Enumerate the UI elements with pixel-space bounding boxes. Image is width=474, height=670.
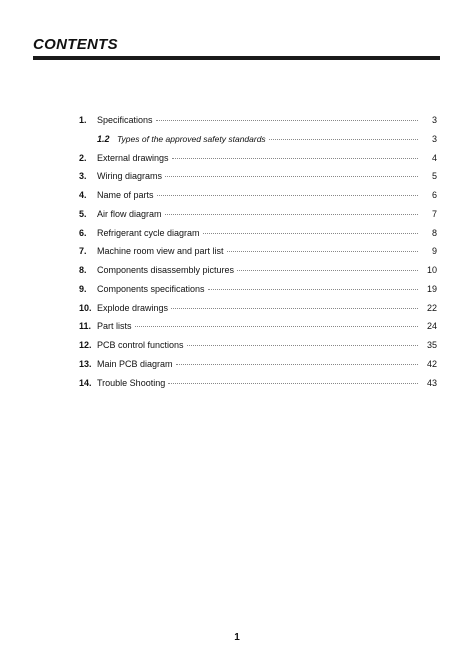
toc-entry[interactable] bbox=[79, 340, 437, 359]
toc-entry-number: 6. bbox=[79, 227, 87, 238]
toc-entry-page: 3 bbox=[431, 133, 437, 144]
toc-entry[interactable] bbox=[79, 303, 437, 322]
dot-leader bbox=[157, 195, 418, 196]
toc-entry-title[interactable]: Air flow diagram bbox=[97, 208, 162, 219]
toc-entry-number: 8. bbox=[79, 265, 87, 275]
toc-entry-number: 7. bbox=[79, 246, 87, 257]
page-title: CONTENTS bbox=[33, 36, 118, 53]
toc-entry-number: 2. bbox=[79, 152, 87, 163]
toc-entry[interactable] bbox=[79, 171, 437, 190]
dot-leader bbox=[135, 326, 418, 327]
toc-entry-title[interactable]: Wiring diagrams bbox=[97, 171, 163, 182]
dot-leader bbox=[237, 270, 418, 271]
toc-entry-page: 10 bbox=[426, 265, 437, 275]
page-number: 1 bbox=[234, 632, 240, 643]
toc-entry-title[interactable]: Types of the approved safety standards bbox=[117, 133, 266, 144]
toc-entry-title[interactable]: Name of parts bbox=[97, 190, 154, 200]
toc-entry-page: 9 bbox=[431, 246, 437, 257]
toc-entry-number: 9. bbox=[79, 283, 87, 294]
dot-leader bbox=[171, 308, 418, 309]
toc-entry-title[interactable]: Specifications bbox=[97, 115, 153, 125]
toc-entry-page: 22 bbox=[426, 302, 437, 313]
toc-entry[interactable] bbox=[79, 153, 437, 172]
toc-entry-page: 5 bbox=[431, 171, 437, 182]
dot-leader bbox=[203, 233, 418, 234]
toc-entry[interactable] bbox=[79, 284, 437, 303]
toc-entry-page: 6 bbox=[431, 190, 437, 200]
toc-entry-number: 12. bbox=[79, 340, 92, 350]
title-underline bbox=[33, 56, 440, 60]
toc-entry[interactable] bbox=[79, 190, 437, 209]
dot-leader bbox=[156, 120, 418, 121]
toc-entry-page: 4 bbox=[431, 152, 437, 163]
toc-entry-number: 5. bbox=[79, 208, 87, 219]
toc-entry-title[interactable]: PCB control functions bbox=[97, 340, 184, 350]
toc-entry[interactable] bbox=[79, 115, 437, 134]
toc-entry[interactable] bbox=[79, 359, 437, 378]
toc-entry-title[interactable]: Explode drawings bbox=[97, 302, 169, 313]
dot-leader bbox=[172, 158, 418, 159]
toc-entry-number: 11. bbox=[79, 321, 92, 332]
toc-entry-page: 7 bbox=[431, 208, 437, 219]
toc-entry[interactable] bbox=[79, 321, 437, 340]
toc-entry-page: 35 bbox=[426, 340, 437, 350]
toc-entry-title[interactable]: Refrigerant cycle diagram bbox=[97, 227, 200, 238]
toc-entry-title[interactable]: Part lists bbox=[97, 321, 132, 332]
toc-entry-number: 3. bbox=[79, 171, 87, 182]
toc-entry-page: 43 bbox=[426, 377, 437, 388]
dot-leader bbox=[187, 345, 418, 346]
toc-entry[interactable] bbox=[79, 228, 437, 247]
toc-entry[interactable] bbox=[79, 246, 437, 265]
dot-leader bbox=[208, 289, 418, 290]
table-of-contents bbox=[79, 115, 437, 396]
toc-entry-title[interactable]: Machine room view and part list bbox=[97, 246, 224, 257]
toc-entry-number: 10. bbox=[79, 302, 92, 313]
dot-leader bbox=[165, 176, 418, 177]
toc-entry-page: 3 bbox=[431, 115, 437, 125]
toc-entry-page: 19 bbox=[426, 283, 437, 294]
dot-leader bbox=[168, 383, 418, 384]
toc-entry-number: 4. bbox=[79, 190, 87, 200]
toc-entry-title[interactable]: Components disassembly pictures bbox=[97, 265, 235, 275]
toc-entry-page: 42 bbox=[426, 358, 437, 369]
toc-entry-title[interactable]: Main PCB diagram bbox=[97, 358, 173, 369]
dot-leader bbox=[165, 214, 418, 215]
toc-entry-number: 13. bbox=[79, 358, 92, 369]
toc-entry-number: 1.2 bbox=[97, 133, 110, 144]
dot-leader bbox=[227, 251, 418, 252]
toc-entry[interactable] bbox=[79, 209, 437, 228]
toc-entry-number: 1. bbox=[79, 115, 87, 125]
toc-entry[interactable] bbox=[79, 378, 437, 397]
toc-entry-title[interactable]: Trouble Shooting bbox=[97, 377, 166, 388]
toc-entry-page: 24 bbox=[426, 321, 437, 332]
toc-entry-title[interactable]: Components specifications bbox=[97, 283, 205, 294]
toc-entry-number: 14. bbox=[79, 377, 92, 388]
dot-leader bbox=[269, 139, 418, 140]
toc-entry[interactable] bbox=[79, 265, 437, 284]
dot-leader bbox=[176, 364, 418, 365]
toc-entry[interactable] bbox=[79, 134, 437, 153]
toc-entry-title[interactable]: External drawings bbox=[97, 152, 169, 163]
toc-entry-page: 8 bbox=[431, 227, 437, 238]
